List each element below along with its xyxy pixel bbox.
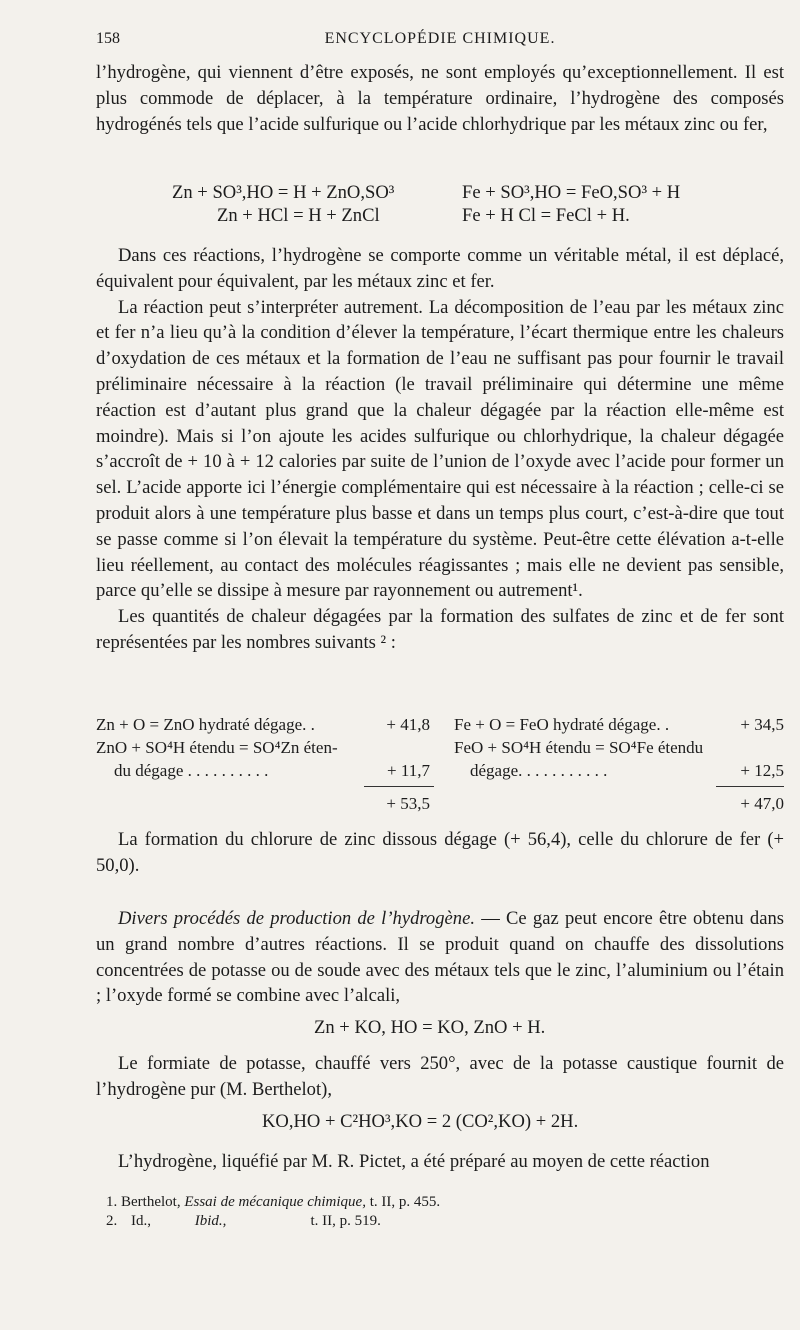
thermo-right-row3-text: dégage. . . . . . . . . . . <box>470 761 608 780</box>
equation-zn-sulfuric: Zn + SO³,HO = H + ZnO,SO³ <box>172 182 395 203</box>
footnote-2 <box>106 1212 381 1230</box>
thermo-left-total: + 53,5 <box>386 794 430 813</box>
footnote-2-ref: t. II, p. 519. <box>310 1213 381 1229</box>
footnote-1-number: 1. <box>106 1194 118 1210</box>
paragraph-4: Les quantités de chaleur dégagées par la formation des sulfates de zinc et de fer sont représentées par les nombres suivants ² : <box>96 606 784 653</box>
thermo-right-row2-text: FeO + SO⁴H étendu = SO⁴Fe étendu <box>454 738 704 757</box>
paragraph-6 <box>96 906 784 1009</box>
paragraph-chloride <box>96 827 784 879</box>
page-number: 158 <box>96 30 120 47</box>
running-title: ENCYCLOPÉDIE CHIMIQUE. <box>324 30 556 47</box>
thermo-left-sum-rule <box>364 786 434 787</box>
paragraph-7: Le formiate de potasse, chauffé vers 250°, avec de la potasse caustique fournit de l’hydrogène pur (M. Berthelot), <box>96 1053 784 1100</box>
equation-fe-hcl: Fe + H Cl = FeCl + H. <box>462 205 630 226</box>
footnote-2-number: 2. <box>106 1213 118 1229</box>
equation-potash: Zn + KO, HO = KO, ZnO + H. <box>314 1017 546 1038</box>
footnote-1-ref: t. II, p. 455. <box>369 1194 441 1210</box>
thermo-left-row3-value: + 11,7 <box>387 761 430 780</box>
paragraph-1: l’hydrogène, qui viennent d’être exposés, ne sont employés qu’exceptionnellement. Il est plus commode de déplacer, à la température ordinaire, l’hydrogène des composés hydrogénés tels que l’acide sulfurique ou l’acide chlorhydrique par les métaux zinc ou fer, <box>96 62 784 135</box>
thermo-right-total: + 47,0 <box>740 794 784 813</box>
equation-zn-hcl: Zn + HCl = H + ZnCl <box>217 205 380 226</box>
paragraph-formate <box>96 1051 784 1103</box>
thermo-right-row1-text: Fe + O = FeO hydraté dégage. . <box>454 715 670 734</box>
paragraph-8: L’hydrogène, liquéfié par M. R. Pictet, a été préparé au moyen de cette réaction <box>118 1151 710 1172</box>
footnote-1-title: Essai de mécanique chimique, <box>184 1194 366 1210</box>
thermo-right-row1-value: + 34,5 <box>740 715 784 734</box>
paragraph-5: La formation du chlorure de zinc dissous dégage (+ 56,4), celle du chlorure de fer (+ 50,0). <box>96 829 784 876</box>
paragraph-intro <box>96 60 784 137</box>
footnote-1-author: Berthelot, <box>121 1194 181 1210</box>
footnote-2-author: Id., <box>131 1213 151 1229</box>
paragraph-3: La réaction peut s’interpréter autrement. La décomposition de l’eau par les métaux zinc et fer n’a lieu qu’à la condition d’élever la température, l’écart thermique entre les chaleurs d’oxydation de ces métaux et la formation de l’eau ne suffisant pas pour fournir le travail préliminaire nécessaire à la réaction (le travail préliminaire qui détermine une même réaction est d’autant plus grand que la chaleur dégagée par la réaction elle-même est moindre). Mais si l’on ajoute les acides sulfurique ou chlorhydrique, la chaleur dégagée s’accroît de + 10 à + 12 calories par suite de l’union de l’oxyde avec l’acide pour former un sel. L’acide apporte ici l’énergie complémentaire qui est nécessaire à la réaction ; celle-ci se produit alors à une température plus basse et dans un temps plus court, c’est-à-dire que tout se passe comme si l’on élevait la température du système. Peut-être cette élévation a-t-elle lieu réellement, au contact des molécules réagissantes ; mais elle ne devient pas sensible, parce qu’elle se dissipe à mesure par rayonnement ou autrement¹. <box>96 296 784 602</box>
footnote-2-title: Ibid., <box>194 1213 227 1229</box>
footnote-1 <box>106 1193 440 1211</box>
thermo-left-row1-text: Zn + O = ZnO hydraté dégage. . <box>96 715 315 734</box>
section-title: Divers procédés de production de l’hydrogène. <box>118 908 475 929</box>
equation-formate: KO,HO + C²HO³,KO = 2 (CO²,KO) + 2H. <box>262 1111 579 1132</box>
section-other-methods <box>96 906 784 1009</box>
running-header <box>96 30 784 50</box>
paragraph-2: Dans ces réactions, l’hydrogène se comporte comme un véritable métal, il est déplacé, équivalent pour équivalent, par les métaux zinc et fer. <box>96 245 784 292</box>
thermo-right-sum-rule <box>716 786 784 787</box>
paragraphs-main <box>96 243 784 656</box>
thermo-left-row1-value: + 41,8 <box>386 715 430 734</box>
thermo-right-row3-value: + 12,5 <box>740 761 784 780</box>
thermo-left-row2-text: ZnO + SO⁴H étendu = SO⁴Zn éten- <box>96 738 338 757</box>
paragraph-6-text: — Ce gaz peut encore être obtenu dans un grand nombre d’autres réactions. Il se produit quand on chauffe des dissolutions concentrées de potasse ou de soude avec des métaux tels que le zinc, l’aluminium ou l’étain ; l’oxyde formé se combine avec l’alcali, <box>96 908 784 1007</box>
thermo-left-row3-text: du dégage . . . . . . . . . . <box>114 761 269 780</box>
paragraph-pictet <box>96 1149 784 1175</box>
equation-fe-sulfuric: Fe + SO³,HO = FeO,SO³ + H <box>462 182 681 203</box>
